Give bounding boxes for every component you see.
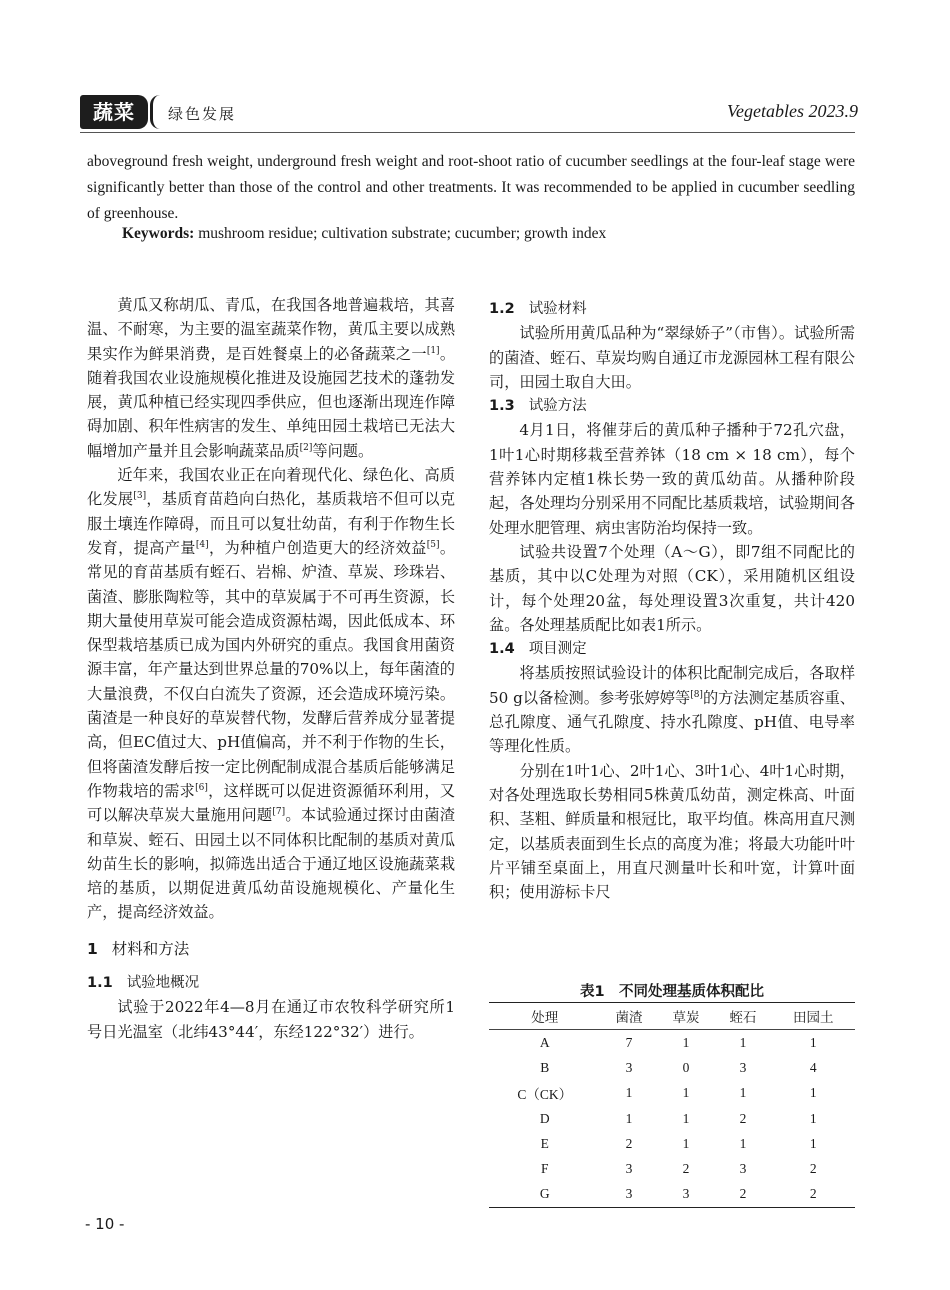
table-cell: 3: [601, 1182, 658, 1208]
table-cell: 1: [739, 1034, 747, 1050]
table-cell: 1: [809, 1034, 817, 1050]
table-cell: 1: [739, 1085, 747, 1101]
table-row: [489, 1055, 855, 1080]
table-cell: 1: [682, 1085, 690, 1101]
table-row: [489, 1030, 855, 1056]
table-cell: 1: [682, 1135, 690, 1151]
section-tag: 绿色发展: [168, 105, 237, 123]
table-cell: D: [539, 1110, 550, 1126]
subsection-heading-1-2: 1.2 试验材料: [489, 301, 587, 317]
table-row: [489, 1106, 855, 1131]
table-cell: F: [541, 1161, 549, 1177]
table-header-cell: 田园土: [771, 1003, 855, 1030]
table-cell: 1: [809, 1085, 817, 1101]
table-cell: B: [540, 1059, 550, 1075]
table-cell: C（CK）: [517, 1087, 573, 1103]
table-cell: 3: [739, 1059, 747, 1075]
materials-paragraph: 试验所用黄瓜品种为“翠绿娇子”（市售）。试验所需的菌渣、蛭石、草炭均购自通辽市龙源园林工程有限公司，田园土取自大田。: [489, 324, 855, 391]
table-cell: 1: [625, 1085, 633, 1101]
header-divider: [80, 132, 855, 133]
table-cell: 3: [739, 1161, 747, 1177]
method-paragraph-1: 4月1日，将催芽后的黄瓜种子播种于72孔穴盘，1叶1心时期移栽至营养钵（18 cm × 18 cm），每个营养钵内定植1株长势一致的黄瓜幼苗。从播种阶段起，各处理均分别采用不同配比基质栽培，试验期间各处理水肥管理、病虫害防治均保持一致。: [489, 421, 855, 537]
table-cell: 1: [809, 1110, 817, 1126]
table-cell: 2: [625, 1135, 633, 1151]
english-abstract-text: aboveground fresh weight, underground fresh weight and root-shoot ratio of cucumber seedlings at the four-leaf stage were significantly better than those of the control and other treatments. It was recommended to be applied in cucumber seedling of greenhouse.: [87, 153, 855, 222]
left-column: [87, 293, 455, 1044]
table-cell: 1: [809, 1135, 817, 1151]
table-cell: E: [540, 1135, 549, 1151]
table-cell: 3: [625, 1059, 633, 1075]
table-row: [489, 1182, 855, 1208]
table-cell: 4: [809, 1059, 817, 1075]
logo-bracket-decoration: [150, 95, 161, 129]
table-cell: 2: [739, 1110, 747, 1126]
table-cell: 1: [682, 1110, 690, 1126]
subsection-heading-1-4: 1.4 项目测定: [489, 641, 587, 658]
method-paragraph-2: 试验共设置7个处理（A～G），即7组不同配比的基质，其中以C处理为对照（CK），采用随机区组设计，每个处理20盆，每处理设置3次重复，共计420盆。各处理基质配比如表1所示。: [489, 542, 855, 634]
right-column: [489, 297, 855, 904]
table-header-cell: 菌渣: [601, 1003, 658, 1030]
table-cell: 2: [771, 1182, 855, 1208]
table-cell: 7: [625, 1034, 633, 1050]
table-cell: 1: [682, 1034, 690, 1050]
table-header-row: [489, 1003, 855, 1030]
table-cell: 1: [625, 1110, 633, 1126]
table-cell: 2: [682, 1161, 690, 1177]
table-cell: 0: [682, 1059, 690, 1075]
page-number: - 10 -: [85, 1215, 125, 1233]
site-paragraph: 试验于2022年4—8月在通辽市农牧科学研究所1号日光温室（北纬43°44′，东经122°32′）进行。: [87, 998, 455, 1041]
table-cell: G: [489, 1182, 601, 1208]
journal-logo: 蔬菜: [80, 95, 148, 129]
table-header-cell: 处理: [489, 1003, 601, 1030]
table-row: [489, 1081, 855, 1106]
subsection-heading-1-3: 1.3 试验方法: [489, 398, 587, 415]
table-caption: 表1 不同处理基质体积配比: [579, 984, 765, 1000]
intro-paragraph-1: 黄瓜又称胡瓜、青瓜，在我国各地普遍栽培，其喜温、不耐寒，为主要的温室蔬菜作物，黄瓜主要以成熟果实作为鲜果消费，是百姓餐桌上的必备蔬菜之一[1]。随着我国农业设施规模化推进及设施园艺技术的蓬勃发展，黄瓜种植已经实现四季供应，但也逐渐出现连作障碍加剧、积年性病害的发生、单纯田园土栽培已无法大幅增加产量并且会影响蔬菜品质[2]等问题。: [87, 296, 456, 460]
table-cell: 2: [809, 1161, 817, 1177]
table-cell: 3: [625, 1161, 633, 1177]
table-row: [489, 1131, 855, 1156]
table-row: [489, 1156, 855, 1181]
subsection-heading-1-1: 1.1 试验地概况: [87, 975, 200, 992]
table-header-cell: 草炭: [658, 1003, 715, 1030]
measurement-paragraph-2: 分别在1叶1心、2叶1心、3叶1心、4叶1心时期，对各处理选取长势相同5株黄瓜幼苗，测定株高、叶面积、茎粗、鲜质量和根冠比，取平均值。株高用直尺测定，以基质表面到生长点的高度为准；将最大功能叶叶片平铺至桌面上，用直尺测量叶长和叶宽，计算叶面积；使用游标卡尺: [489, 761, 855, 902]
intro-paragraph-2: 近年来，我国农业正在向着现代化、绿色化、高质化发展[3]，基质育苗趋向白热化，基质栽培不但可以克服土壤连作障碍，而且可以复壮幼苗，有利于作物生长发育，提高产量[4]，为种植户创造更大的经济效益[5]。常见的育苗基质有蛭石、岩棉、炉渣、草炭、珍珠岩、菌渣、膨胀陶粒等，其中的草炭属于不可再生资源，长期大量使用草炭可能会造成资源枯竭，因此低成本、环保型栽培基质已成为国内外研究的重点。我国食用菌资源丰富，年产量达到世界总量的70%以上，每年菌渣的大量浪费，不仅白白流失了资源，还会造成环境污染。菌渣是一种良好的草炭替代物，发酵后营养成分显著提高，但EC值过大、pH值偏高，并不利于作物的生长，但将菌渣发酵后按一定比例配制成混合基质后能够满足作物栽培的需求[6]，这样既可以促进资源循环利用，又可以解决草炭大量施用问题[7]。本试验通过探讨由菌渣和草炭、蛭石、田园土以不同体积比配制的基质对黄瓜幼苗生长的影响，拟筛选出适合于通辽地区设施蔬菜栽培的基质，以期促进黄瓜幼苗设施规模化、产量化生产，提高经济效益。: [87, 466, 456, 922]
keywords-label: Keywords:: [122, 225, 195, 242]
keywords-text: mushroom residue; cultivation substrate; cucumber; growth index: [198, 225, 607, 242]
table-header-cell: 蛭石: [714, 1003, 771, 1030]
substrate-ratio-table: [489, 1002, 855, 1208]
section-heading-1: 1 材料和方法: [87, 939, 190, 958]
table-cell: 3: [658, 1182, 715, 1208]
table-cell: A: [539, 1034, 550, 1050]
keywords-line: [122, 225, 606, 243]
journal-issue: Vegetables 2023.9: [727, 101, 858, 121]
measurement-paragraph-1: 将基质按照试验设计的体积比配制完成后，各取样50 g以备检测。参考张婷婷等[8]的方法测定基质容重、总孔隙度、通气孔隙度、持水孔隙度、pH值、电导率等理化性质。: [489, 664, 855, 756]
table-cell: 1: [739, 1135, 747, 1151]
table-cell: 2: [714, 1182, 771, 1208]
